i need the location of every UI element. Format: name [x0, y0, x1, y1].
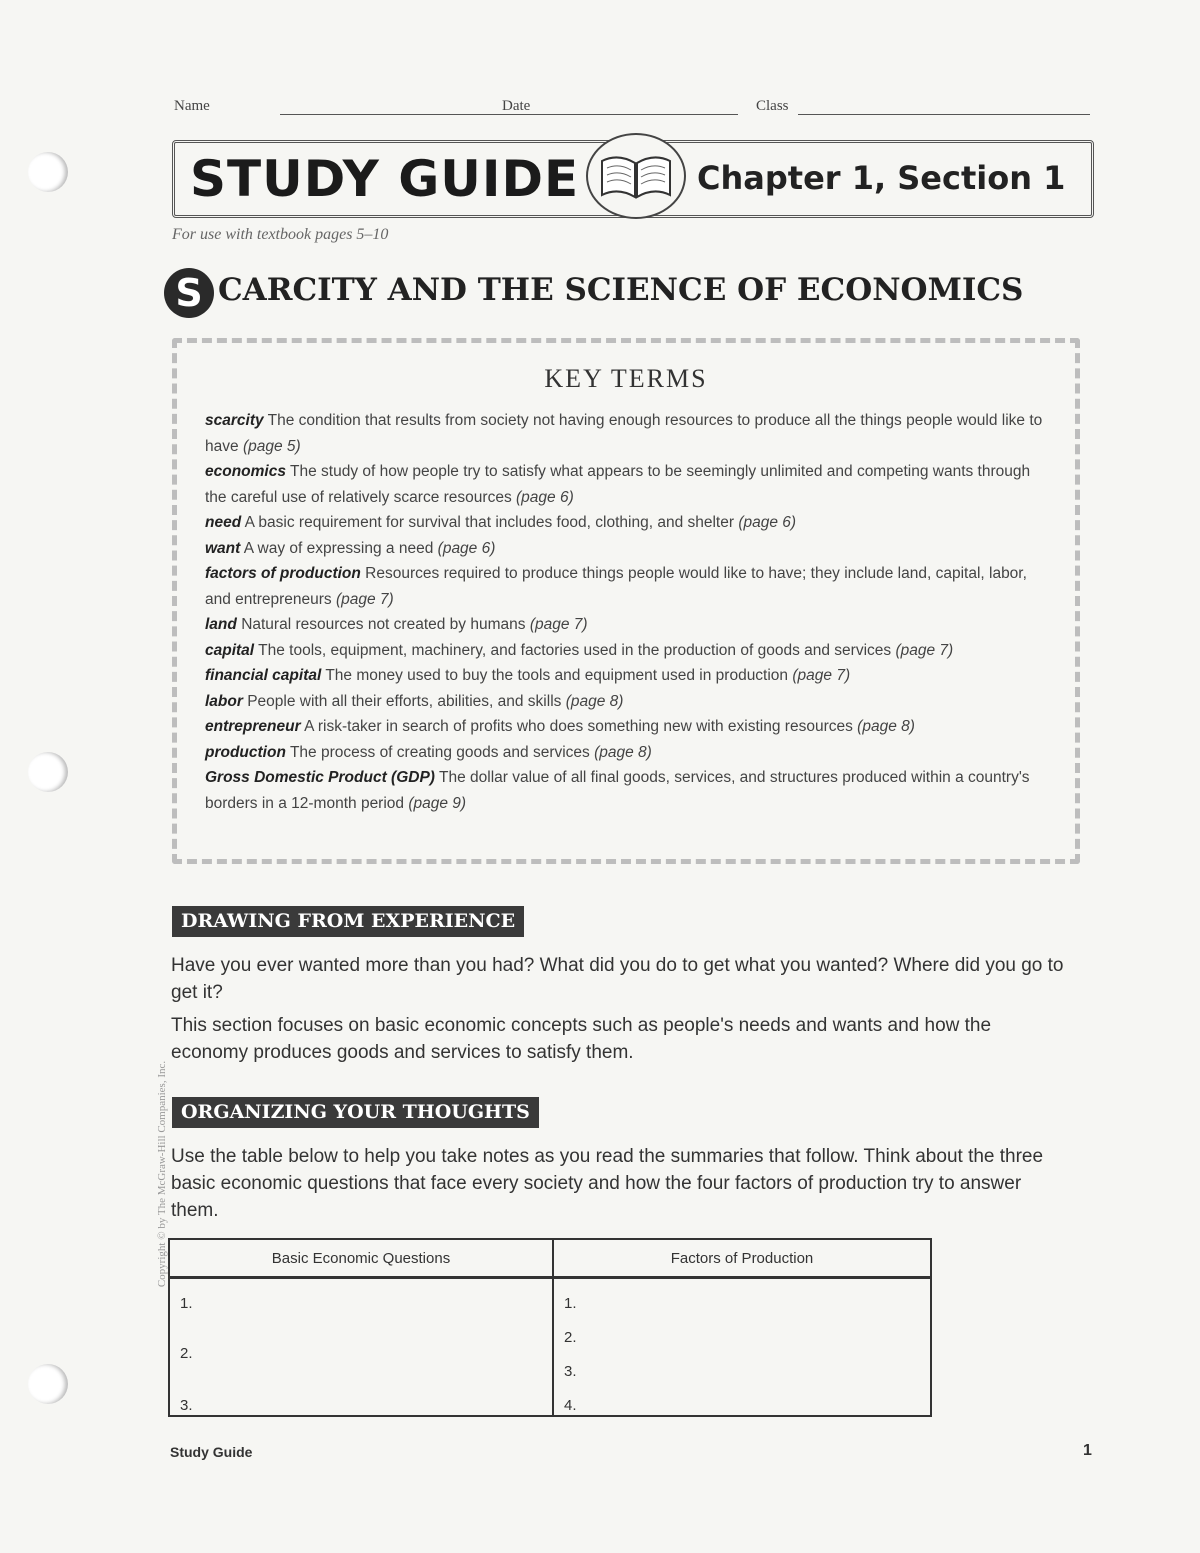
- textbook-pages-note: For use with textbook pages 5–10: [172, 226, 389, 243]
- key-term-entry: [205, 510, 1045, 536]
- class-label: Class: [756, 98, 789, 114]
- key-term-word: Gross Domestic Product (GDP): [205, 769, 435, 786]
- key-term-word: land: [205, 616, 237, 633]
- drawing-paragraph-1: Have you ever wanted more than you had? What did you do to get what you wanted? Where did you go to get it?: [171, 955, 1064, 1003]
- key-term-word: capital: [205, 641, 255, 659]
- key-term-entry: [205, 765, 1045, 816]
- table-header-factors: Factors of Production: [553, 1239, 931, 1278]
- key-term-page-ref: (page 6): [437, 539, 496, 557]
- footer-title: Study Guide: [170, 1444, 253, 1460]
- table-header-questions: Basic Economic Questions: [169, 1239, 553, 1278]
- key-term-definition: A basic requirement for survival that includes food, clothing, and shelter: [244, 514, 735, 531]
- key-term-entry: [205, 714, 1045, 740]
- chapter-section-label: Chapter 1, Section 1: [697, 159, 1066, 197]
- question-item: 2.: [180, 1345, 193, 1362]
- key-term-definition: The study of how people try to satisfy what appears to be seemingly unlimited and competing wants through the careful use of relatively scarce resources: [205, 463, 1031, 506]
- key-term-word: want: [205, 539, 241, 557]
- key-term-page-ref: (page 8): [565, 692, 624, 710]
- punch-hole-middle: [28, 752, 68, 792]
- punch-hole-bottom: [28, 1364, 68, 1404]
- key-term-entry: [205, 408, 1045, 459]
- key-term-word: production: [205, 743, 286, 761]
- section-initial-badge: S: [164, 268, 214, 318]
- key-term-entry: [205, 689, 1045, 715]
- drawing-from-experience-label: DRAWING FROM EXPERIENCE: [172, 906, 524, 937]
- punch-hole-top: [28, 152, 68, 192]
- question-item: 1.: [180, 1295, 193, 1312]
- key-term-word: financial capital: [205, 667, 322, 684]
- key-term-page-ref: (page 6): [516, 488, 574, 506]
- key-term-entry: [205, 561, 1045, 612]
- key-term-word: labor: [205, 692, 243, 710]
- date-field[interactable]: [540, 114, 738, 115]
- section-title: CARCITY AND THE SCIENCE OF ECONOMICS: [218, 272, 1024, 308]
- notes-table: [168, 1238, 932, 1417]
- factor-item: 3.: [564, 1363, 577, 1380]
- key-term-page-ref: (page 8): [594, 743, 652, 761]
- key-term-definition: A risk-taker in search of profits who does something new with existing resources: [304, 718, 853, 735]
- student-info-line: [170, 96, 1095, 120]
- key-term-word: economics: [205, 463, 286, 480]
- key-term-definition: The money used to buy the tools and equipment used in production: [325, 667, 789, 684]
- key-term-page-ref: (page 7): [335, 590, 394, 608]
- key-term-entry: [205, 612, 1045, 638]
- key-term-definition: The condition that results from society not having enough resources to produce all the things people would like to have: [205, 412, 1043, 455]
- key-term-entry: [205, 663, 1045, 689]
- key-term-entry: [205, 459, 1045, 510]
- key-term-definition: People with all their efforts, abilities, and skills: [247, 692, 562, 710]
- key-terms-list: [205, 408, 1045, 816]
- page-number: 1: [1083, 1442, 1092, 1459]
- key-term-page-ref: (page 6): [738, 514, 797, 531]
- key-term-word: entrepreneur: [205, 718, 301, 735]
- factor-item: 4.: [564, 1397, 577, 1414]
- key-term-definition: The process of creating goods and services: [289, 743, 590, 761]
- key-term-word: need: [205, 514, 242, 531]
- key-term-word: scarcity: [205, 412, 264, 429]
- question-item: 3.: [180, 1397, 193, 1414]
- key-term-word: factors of production: [205, 565, 361, 582]
- questions-cell[interactable]: [169, 1278, 553, 1417]
- organizing-paragraph: Use the table below to help you take notes as you read the summaries that follow. Think about the three basic economic questions that face every society and how the four factors of production try to answer them.: [171, 1146, 1044, 1221]
- key-term-definition: The dollar value of all final goods, services, and structures produced within a country's borders in a 12-month period: [205, 769, 1030, 812]
- date-label: Date: [502, 98, 531, 114]
- key-term-definition: A way of expressing a need: [243, 539, 434, 557]
- key-term-entry: [205, 638, 1045, 664]
- class-field[interactable]: [798, 114, 1090, 115]
- key-term-definition: Natural resources not created by humans: [241, 616, 526, 633]
- key-term-page-ref: (page 7): [529, 616, 588, 633]
- factors-cell[interactable]: [553, 1278, 931, 1417]
- factor-item: 1.: [564, 1295, 577, 1312]
- banner-title: STUDY GUIDE: [190, 150, 580, 208]
- name-label: Name: [174, 98, 210, 114]
- key-term-page-ref: (page 5): [242, 437, 301, 455]
- drawing-paragraph-2: This section focuses on basic economic concepts such as people's needs and wants and how the economy produces goods and services to satisfy them.: [171, 1015, 992, 1063]
- key-term-definition: Resources required to produce things people would like to have; they include land, capital, labor, and entrepreneurs: [205, 565, 1027, 608]
- key-term-entry: [205, 740, 1045, 766]
- factor-item: 2.: [564, 1329, 577, 1346]
- copyright-notice: Copyright © by The McGraw-Hill Companies, Inc.: [156, 1060, 168, 1288]
- key-terms-heading: KEY TERMS: [544, 364, 708, 393]
- key-term-page-ref: (page 7): [895, 641, 954, 659]
- key-term-page-ref: (page 7): [792, 667, 851, 684]
- key-term-definition: The tools, equipment, machinery, and factories used in the production of goods and services: [258, 641, 892, 659]
- key-term-entry: [205, 536, 1045, 562]
- key-term-page-ref: (page 9): [408, 794, 467, 812]
- key-term-page-ref: (page 8): [857, 718, 915, 735]
- organizing-thoughts-label: ORGANIZING YOUR THOUGHTS: [172, 1097, 539, 1128]
- open-book-icon: [586, 133, 686, 219]
